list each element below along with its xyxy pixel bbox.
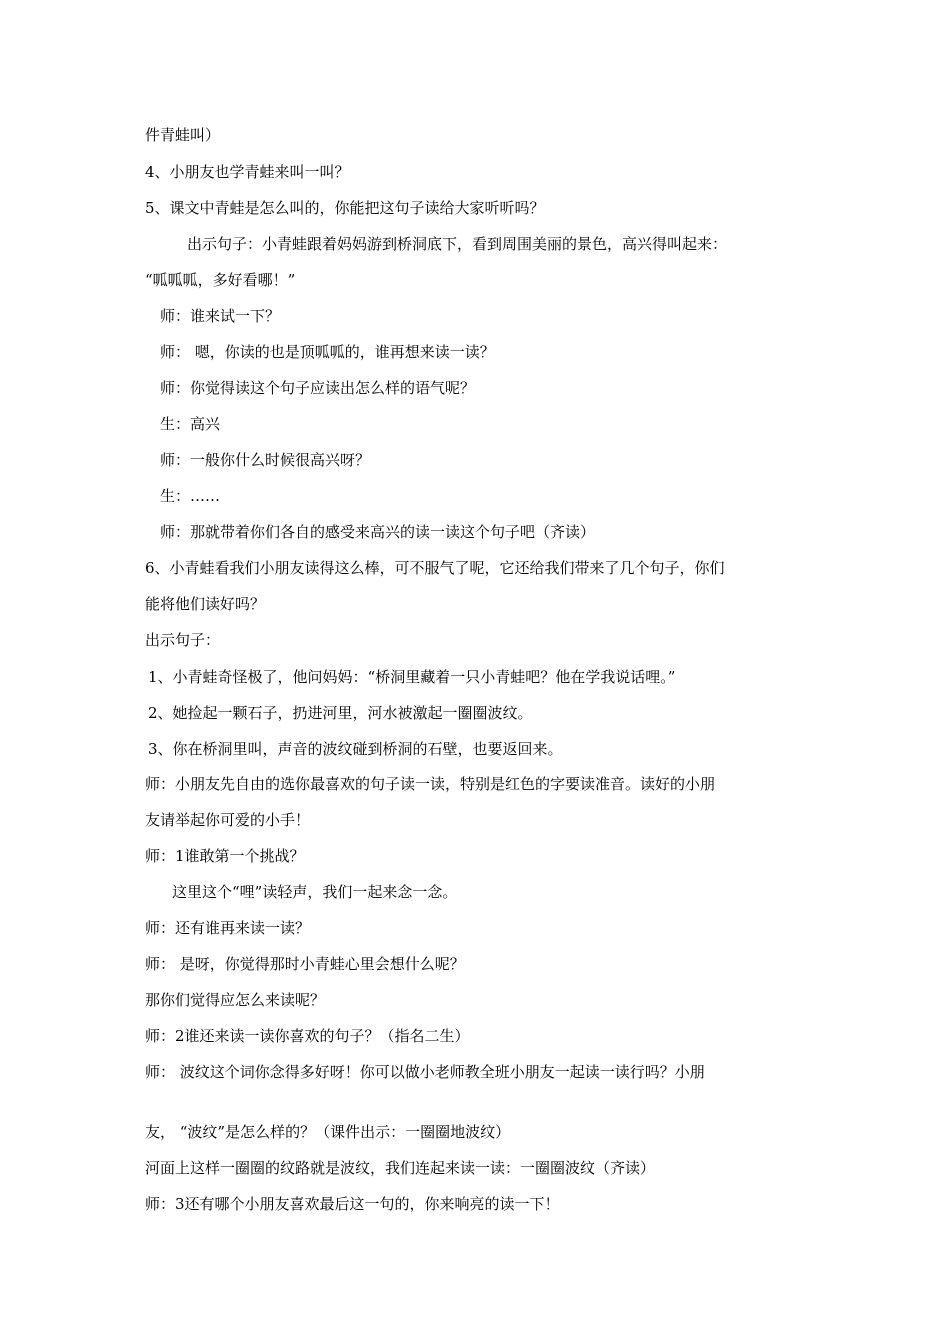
text-line: 5、课文中青蛙是怎么叫的，你能把这句子读给大家听听吗？ — [145, 199, 545, 217]
text-line: 河面上这样一圈圈的纹路就是波纹，我们连起来读一读：一圈圈波纹（齐读） — [145, 1159, 656, 1177]
text-line: 这里这个“哩”读轻声，我们一起来念一念。 — [172, 883, 458, 901]
text-line: 生：高兴 — [160, 415, 221, 433]
text-line: 师：谁来试一下？ — [160, 307, 281, 325]
text-line: 友请举起你可爱的小手！ — [145, 811, 311, 829]
text-line: 生：…… — [160, 487, 221, 505]
text-line: 师：还有谁再来读一读？ — [145, 919, 311, 937]
text-line: 出示句子： — [145, 631, 221, 649]
text-line: 2、她捡起一颗石子，扔进河里，河水被激起一圈圈波纹。 — [148, 704, 533, 722]
text-line: 6、小青蛙看我们小朋友读得这么棒，可不服气了呢，它还给我们带来了几个句子，你们 — [145, 559, 725, 577]
text-line: 师： 是呀，你觉得那时小青蛙心里会想什么呢？ — [145, 955, 465, 973]
text-line: 4、小朋友也学青蛙来叫一叫？ — [145, 163, 350, 181]
text-line: 师：一般你什么时候很高兴呀？ — [160, 451, 371, 469]
text-line: 师：1谁敢第一个挑战？ — [145, 847, 305, 865]
text-line: 师： 波纹这个词你念得多好呀！你可以做小老师教全班小朋友一起读一读行吗？小朋 — [145, 1063, 705, 1081]
text-line: 3、你在桥洞里叫，声音的波纹碰到桥洞的石壁，也要返回来。 — [148, 740, 563, 758]
text-line: 那你们觉得应怎么来读呢？ — [145, 991, 326, 1009]
text-line: 友， “波纹”是怎么样的？（课件出示：一圈圈地波纹） — [145, 1123, 511, 1141]
text-line: 件青蛙叫） — [145, 126, 221, 144]
text-line: “呱呱呱，多好看哪！” — [145, 271, 296, 289]
text-line: 师：你觉得读这个句子应读出怎么样的语气呢？ — [160, 379, 476, 397]
text-line: 师：2谁还来读一读你喜欢的句子？（指名二生） — [145, 1027, 470, 1045]
text-line: 师：那就带着你们各自的感受来高兴的读一读这个句子吧（齐读） — [160, 523, 596, 541]
text-line: 1、小青蛙奇怪极了，他问妈妈：“桥洞里藏着一只小青蛙吧？他在学我说话哩。” — [148, 668, 676, 686]
text-line: 出示句子：小青蛙跟着妈妈游到桥洞底下，看到周围美丽的景色，高兴得叫起来： — [187, 235, 728, 253]
text-line: 师：小朋友先自由的选你最喜欢的句子读一读，特别是红色的字要读准音。读好的小朋 — [145, 775, 716, 793]
text-line: 能将他们读好吗？ — [145, 595, 266, 613]
text-line: 师：3还有哪个小朋友喜欢最后这一句的，你来响亮的读一下！ — [145, 1195, 560, 1213]
text-line: 师： 嗯，你读的也是顶呱呱的，谁再想来读一读？ — [160, 343, 495, 361]
